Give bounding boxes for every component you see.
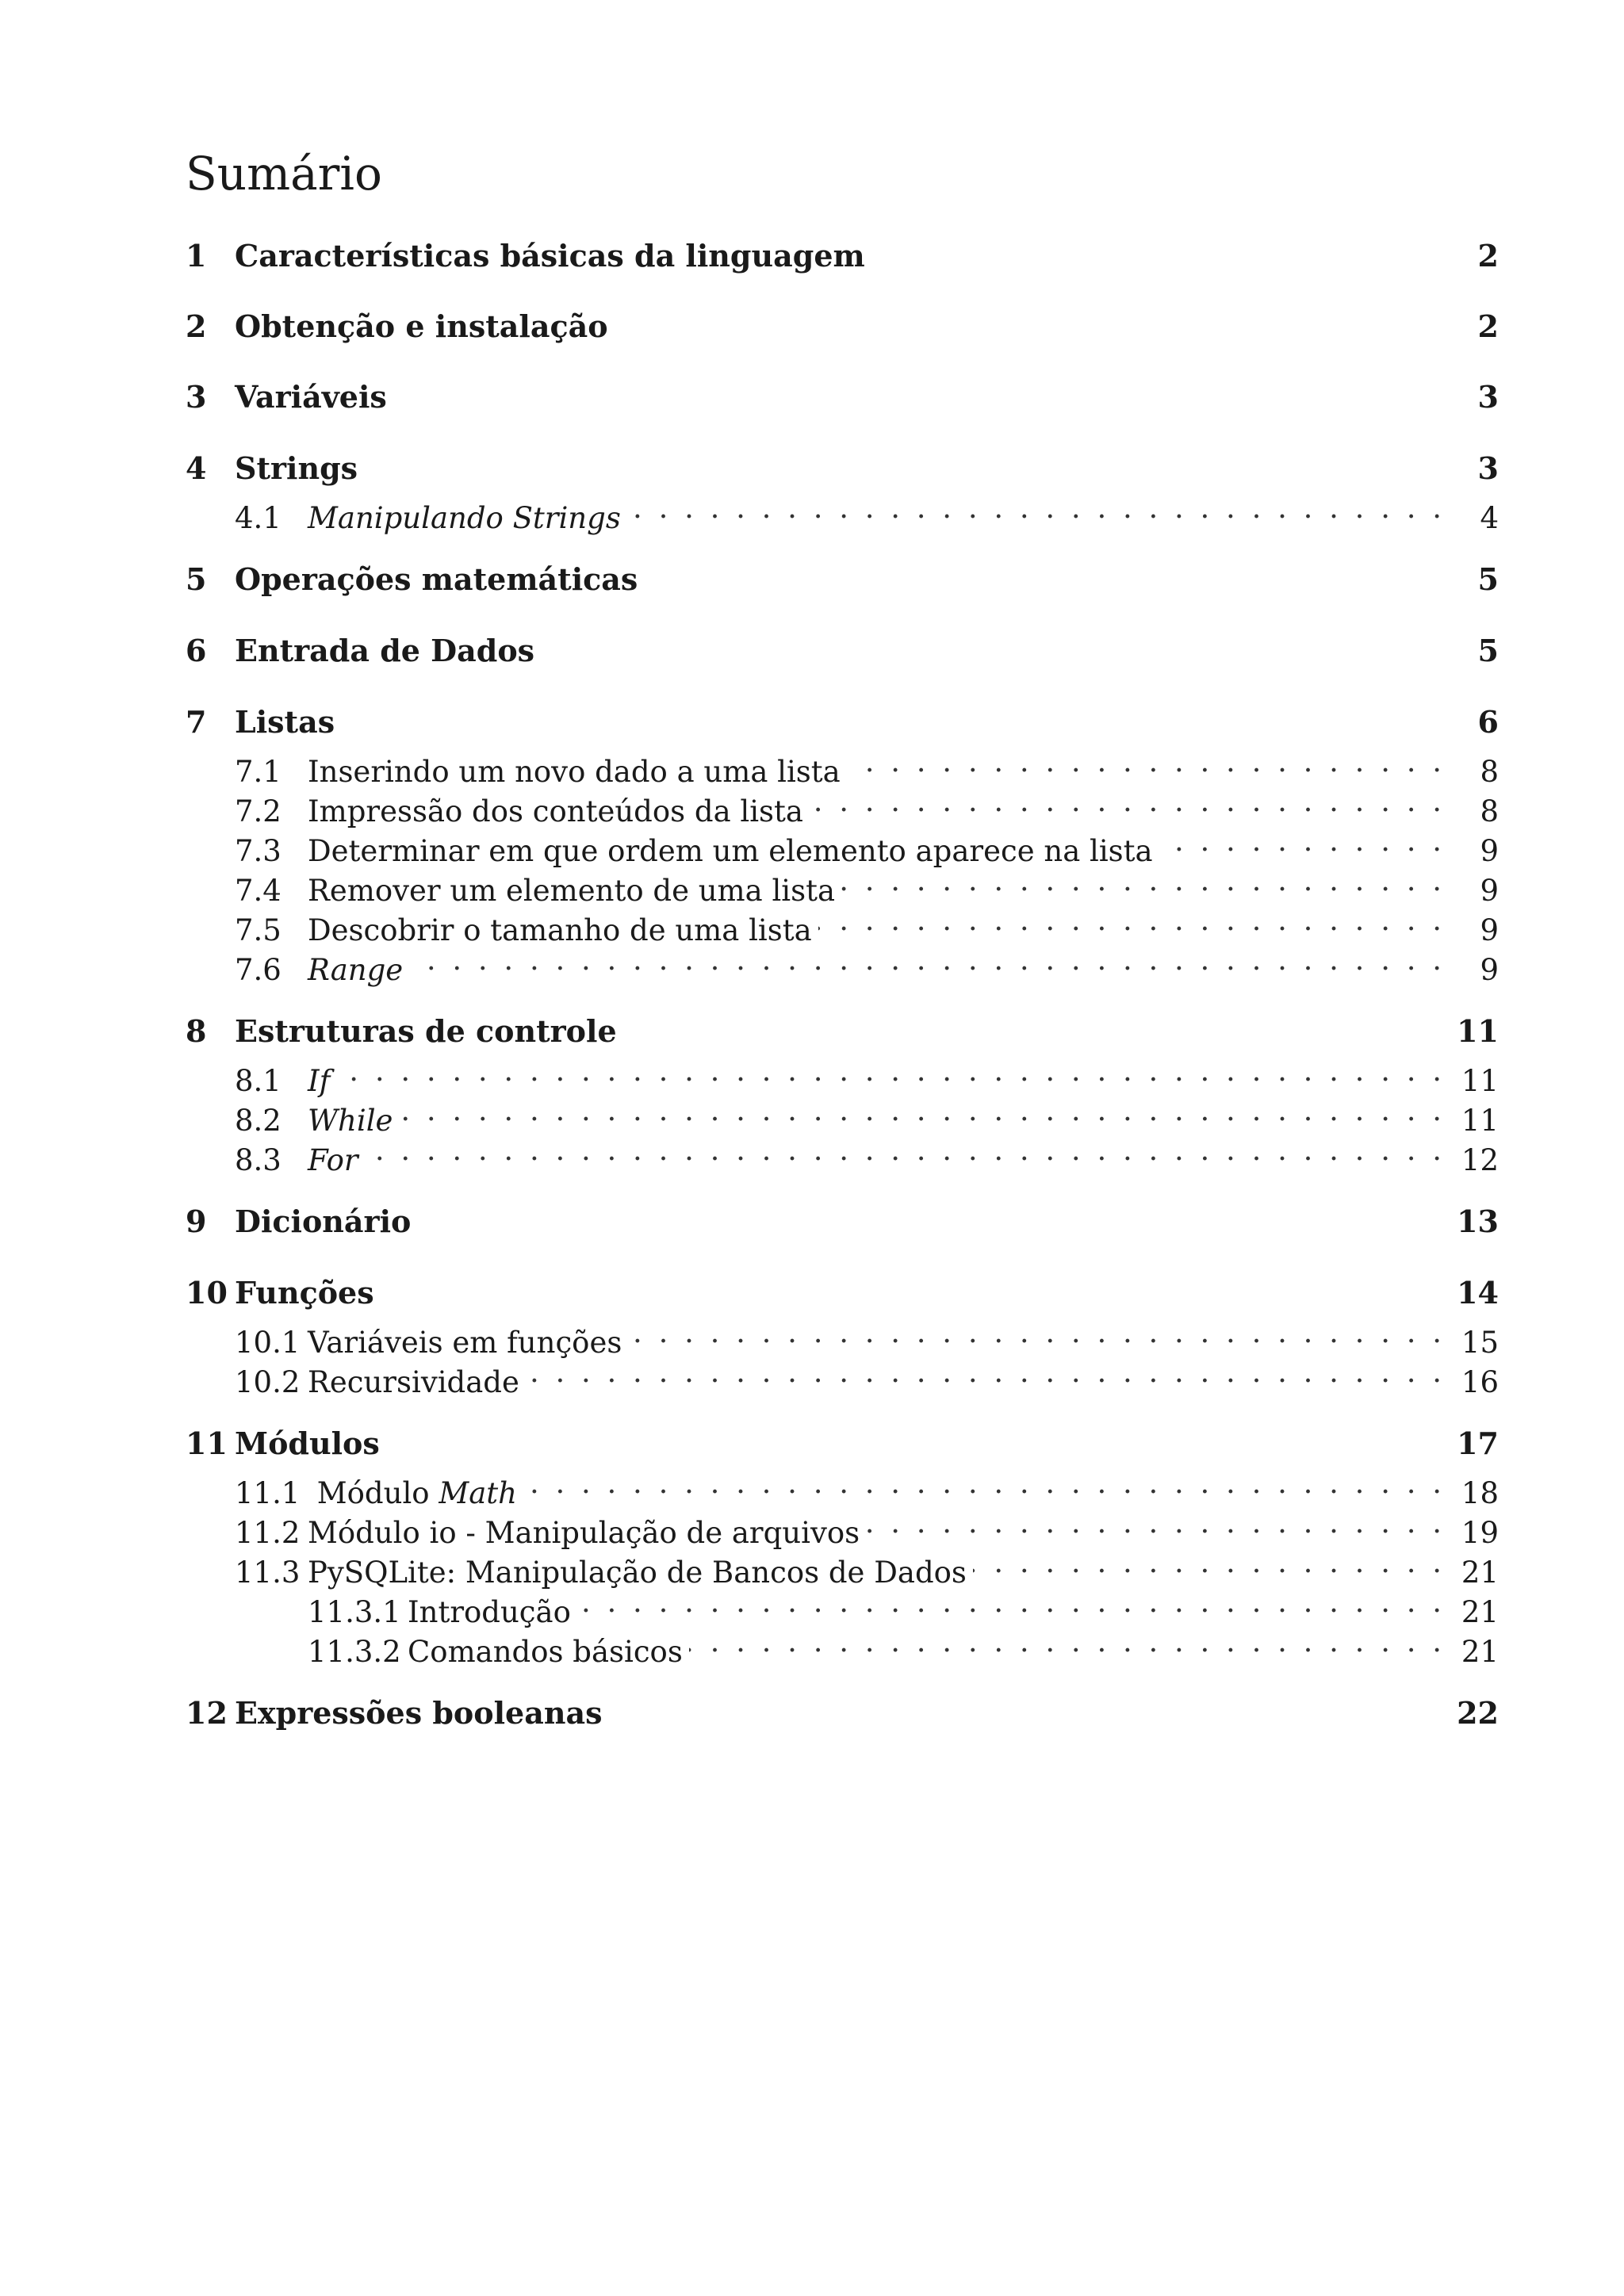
entry-page: 16 bbox=[1461, 1365, 1499, 1399]
entry-label: Listas bbox=[235, 704, 335, 740]
entry-page: 11 bbox=[1457, 1013, 1499, 1049]
toc-subentry[interactable] bbox=[235, 940, 1499, 987]
entry-number: 7.1 bbox=[235, 755, 282, 789]
entry-page: 9 bbox=[1480, 913, 1499, 947]
entry-number: 12 bbox=[186, 1695, 228, 1731]
entry-page: 6 bbox=[1477, 704, 1499, 740]
entry-label: Determinar em que ordem um elemento aparece na lista bbox=[308, 834, 1153, 868]
entry-label: While bbox=[308, 1104, 393, 1138]
entry-page: 3 bbox=[1477, 379, 1499, 415]
dot-leader bbox=[523, 1464, 1442, 1503]
entry-number: 4.1 bbox=[235, 501, 282, 535]
dot-leader bbox=[627, 488, 1442, 528]
dot-leader bbox=[409, 940, 1442, 980]
toc-subentry[interactable] bbox=[235, 1543, 1499, 1590]
entry-label: If bbox=[308, 1064, 331, 1098]
entry-page: 9 bbox=[1480, 874, 1499, 908]
toc-entry[interactable] bbox=[186, 236, 1499, 276]
entry-page: 9 bbox=[1480, 834, 1499, 868]
entry-page: 21 bbox=[1461, 1595, 1499, 1629]
dot-leader bbox=[689, 1622, 1442, 1662]
toc-subentry[interactable] bbox=[235, 821, 1499, 868]
entry-label: Dicionário bbox=[235, 1203, 412, 1239]
entry-label: Módulos bbox=[235, 1425, 380, 1461]
entry-page: 17 bbox=[1457, 1425, 1499, 1461]
entry-number: 7.6 bbox=[235, 953, 282, 987]
dot-leader bbox=[628, 1313, 1442, 1353]
entry-page: 9 bbox=[1480, 953, 1499, 987]
entry-page: 2 bbox=[1477, 238, 1499, 274]
entry-number: 1 bbox=[186, 238, 207, 274]
toc-subsubentry[interactable] bbox=[308, 1582, 1499, 1629]
entry-number: 8.3 bbox=[235, 1143, 282, 1177]
entry-page: 12 bbox=[1461, 1143, 1499, 1177]
entry-number: 8.2 bbox=[235, 1104, 282, 1138]
entry-page: 8 bbox=[1480, 794, 1499, 828]
entry-number: 10.2 bbox=[235, 1365, 301, 1399]
entry-number: 10 bbox=[186, 1275, 228, 1311]
entry-label: Remover um elemento de uma lista bbox=[308, 874, 836, 908]
entry-number: 8.1 bbox=[235, 1064, 282, 1098]
toc-subentry[interactable] bbox=[235, 488, 1499, 535]
toc-subentry[interactable] bbox=[235, 1313, 1499, 1360]
entry-number: 10.1 bbox=[235, 1326, 301, 1360]
entry-number: 7 bbox=[186, 704, 207, 740]
toc-subentry[interactable] bbox=[235, 1464, 1499, 1510]
entry-label: Variáveis em funções bbox=[308, 1326, 622, 1360]
toc-title: Sumário bbox=[186, 147, 382, 201]
entry-label: Expressões booleanas bbox=[235, 1695, 603, 1731]
entry-label: For bbox=[308, 1143, 358, 1177]
entry-page: 11 bbox=[1461, 1104, 1499, 1138]
entry-label: Range bbox=[308, 953, 404, 987]
toc-entry[interactable] bbox=[186, 1202, 1499, 1242]
entry-page: 2 bbox=[1477, 308, 1499, 344]
toc-entry[interactable] bbox=[186, 1693, 1499, 1733]
toc-entry[interactable] bbox=[186, 307, 1499, 346]
entry-number: 11.3 bbox=[235, 1556, 301, 1590]
entry-label: Introdução bbox=[408, 1595, 571, 1629]
entry-page: 22 bbox=[1457, 1695, 1499, 1731]
entry-label: PySQLite: Manipulação de Bancos de Dados bbox=[308, 1556, 967, 1590]
entry-number: 6 bbox=[186, 633, 207, 668]
entry-label: Módulo io - Manipulação de arquivos bbox=[308, 1516, 860, 1550]
entry-label: Strings bbox=[235, 450, 358, 486]
entry-number: 11.1 bbox=[235, 1476, 301, 1510]
toc-entry[interactable] bbox=[186, 631, 1499, 671]
toc-subsubentry[interactable] bbox=[308, 1622, 1499, 1669]
entry-number: 5 bbox=[186, 561, 207, 597]
toc-subentry[interactable] bbox=[235, 1091, 1499, 1138]
entry-label: Recursividade bbox=[308, 1365, 519, 1399]
dot-leader bbox=[810, 782, 1442, 821]
entry-number: 7.5 bbox=[235, 913, 282, 947]
entry-number: 4 bbox=[186, 450, 207, 486]
dot-leader bbox=[1159, 821, 1442, 861]
entry-number: 11 bbox=[186, 1425, 228, 1461]
entry-page: 5 bbox=[1477, 561, 1499, 597]
entry-label: Comandos básicos bbox=[408, 1635, 683, 1669]
dot-leader bbox=[847, 742, 1442, 782]
toc-entry[interactable] bbox=[186, 560, 1499, 599]
entry-page: 5 bbox=[1477, 633, 1499, 668]
dot-leader bbox=[866, 1503, 1442, 1543]
toc-entry[interactable] bbox=[186, 449, 1499, 488]
entry-number: 3 bbox=[186, 379, 207, 415]
entry-label: Obtenção e instalação bbox=[235, 308, 608, 344]
entry-page: 15 bbox=[1461, 1326, 1499, 1360]
toc-subentry[interactable] bbox=[235, 1131, 1499, 1177]
toc-entry[interactable] bbox=[186, 702, 1499, 742]
entry-number: 7.4 bbox=[235, 874, 282, 908]
entry-label: Estruturas de controle bbox=[235, 1013, 617, 1049]
entry-page: 13 bbox=[1457, 1203, 1499, 1239]
dot-leader bbox=[526, 1353, 1442, 1392]
entry-page: 21 bbox=[1461, 1635, 1499, 1669]
entry-label: Características básicas da linguagem bbox=[235, 238, 865, 274]
toc-entry[interactable] bbox=[186, 1273, 1499, 1313]
dot-leader bbox=[841, 861, 1442, 901]
toc-subentry[interactable] bbox=[235, 1051, 1499, 1098]
toc-subentry[interactable] bbox=[235, 901, 1499, 947]
entry-page: 21 bbox=[1461, 1556, 1499, 1590]
toc-subentry[interactable] bbox=[235, 742, 1499, 789]
entry-number: 8 bbox=[186, 1013, 207, 1049]
dot-leader bbox=[336, 1051, 1442, 1091]
entry-label-italic: Math bbox=[439, 1476, 517, 1510]
entry-label: Impressão dos conteúdos da lista bbox=[308, 794, 803, 828]
entry-label: Manipulando Strings bbox=[308, 501, 621, 535]
entry-number: 9 bbox=[186, 1203, 207, 1239]
entry-page: 14 bbox=[1457, 1275, 1499, 1311]
dot-leader bbox=[577, 1582, 1442, 1622]
entry-label: Funções bbox=[235, 1275, 374, 1311]
entry-label: Entrada de Dados bbox=[235, 633, 535, 668]
entry-page: 19 bbox=[1461, 1516, 1499, 1550]
entry-number: 2 bbox=[186, 308, 207, 344]
entry-label: Módulo bbox=[316, 1476, 430, 1510]
entry-label: Inserindo um novo dado a uma lista bbox=[308, 755, 841, 789]
toc-subentry[interactable] bbox=[235, 782, 1499, 828]
dot-leader bbox=[973, 1543, 1442, 1582]
entry-page: 18 bbox=[1461, 1476, 1499, 1510]
toc-entry[interactable] bbox=[186, 1424, 1499, 1464]
entry-page: 4 bbox=[1480, 501, 1499, 535]
entry-page: 11 bbox=[1461, 1064, 1499, 1098]
entry-number: 11.3.1 bbox=[308, 1595, 401, 1629]
entry-number: 11.3.2 bbox=[308, 1635, 401, 1669]
toc-entry[interactable] bbox=[186, 1012, 1499, 1051]
entry-number: 7.3 bbox=[235, 834, 282, 868]
toc-entry[interactable] bbox=[186, 377, 1499, 417]
entry-page: 8 bbox=[1480, 755, 1499, 789]
entry-page: 3 bbox=[1477, 450, 1499, 486]
dot-leader bbox=[399, 1091, 1442, 1131]
toc-subentry[interactable] bbox=[235, 861, 1499, 908]
dot-leader bbox=[365, 1131, 1442, 1170]
dot-leader bbox=[818, 901, 1442, 940]
entry-label: Descobrir o tamanho de uma lista bbox=[308, 913, 812, 947]
entry-number: 11.2 bbox=[235, 1516, 301, 1550]
toc-subentry[interactable] bbox=[235, 1503, 1499, 1550]
entry-number: 7.2 bbox=[235, 794, 282, 828]
entry-label: Operações matemáticas bbox=[235, 561, 638, 597]
entry-label: Variáveis bbox=[235, 379, 387, 415]
toc-subentry[interactable] bbox=[235, 1353, 1499, 1399]
